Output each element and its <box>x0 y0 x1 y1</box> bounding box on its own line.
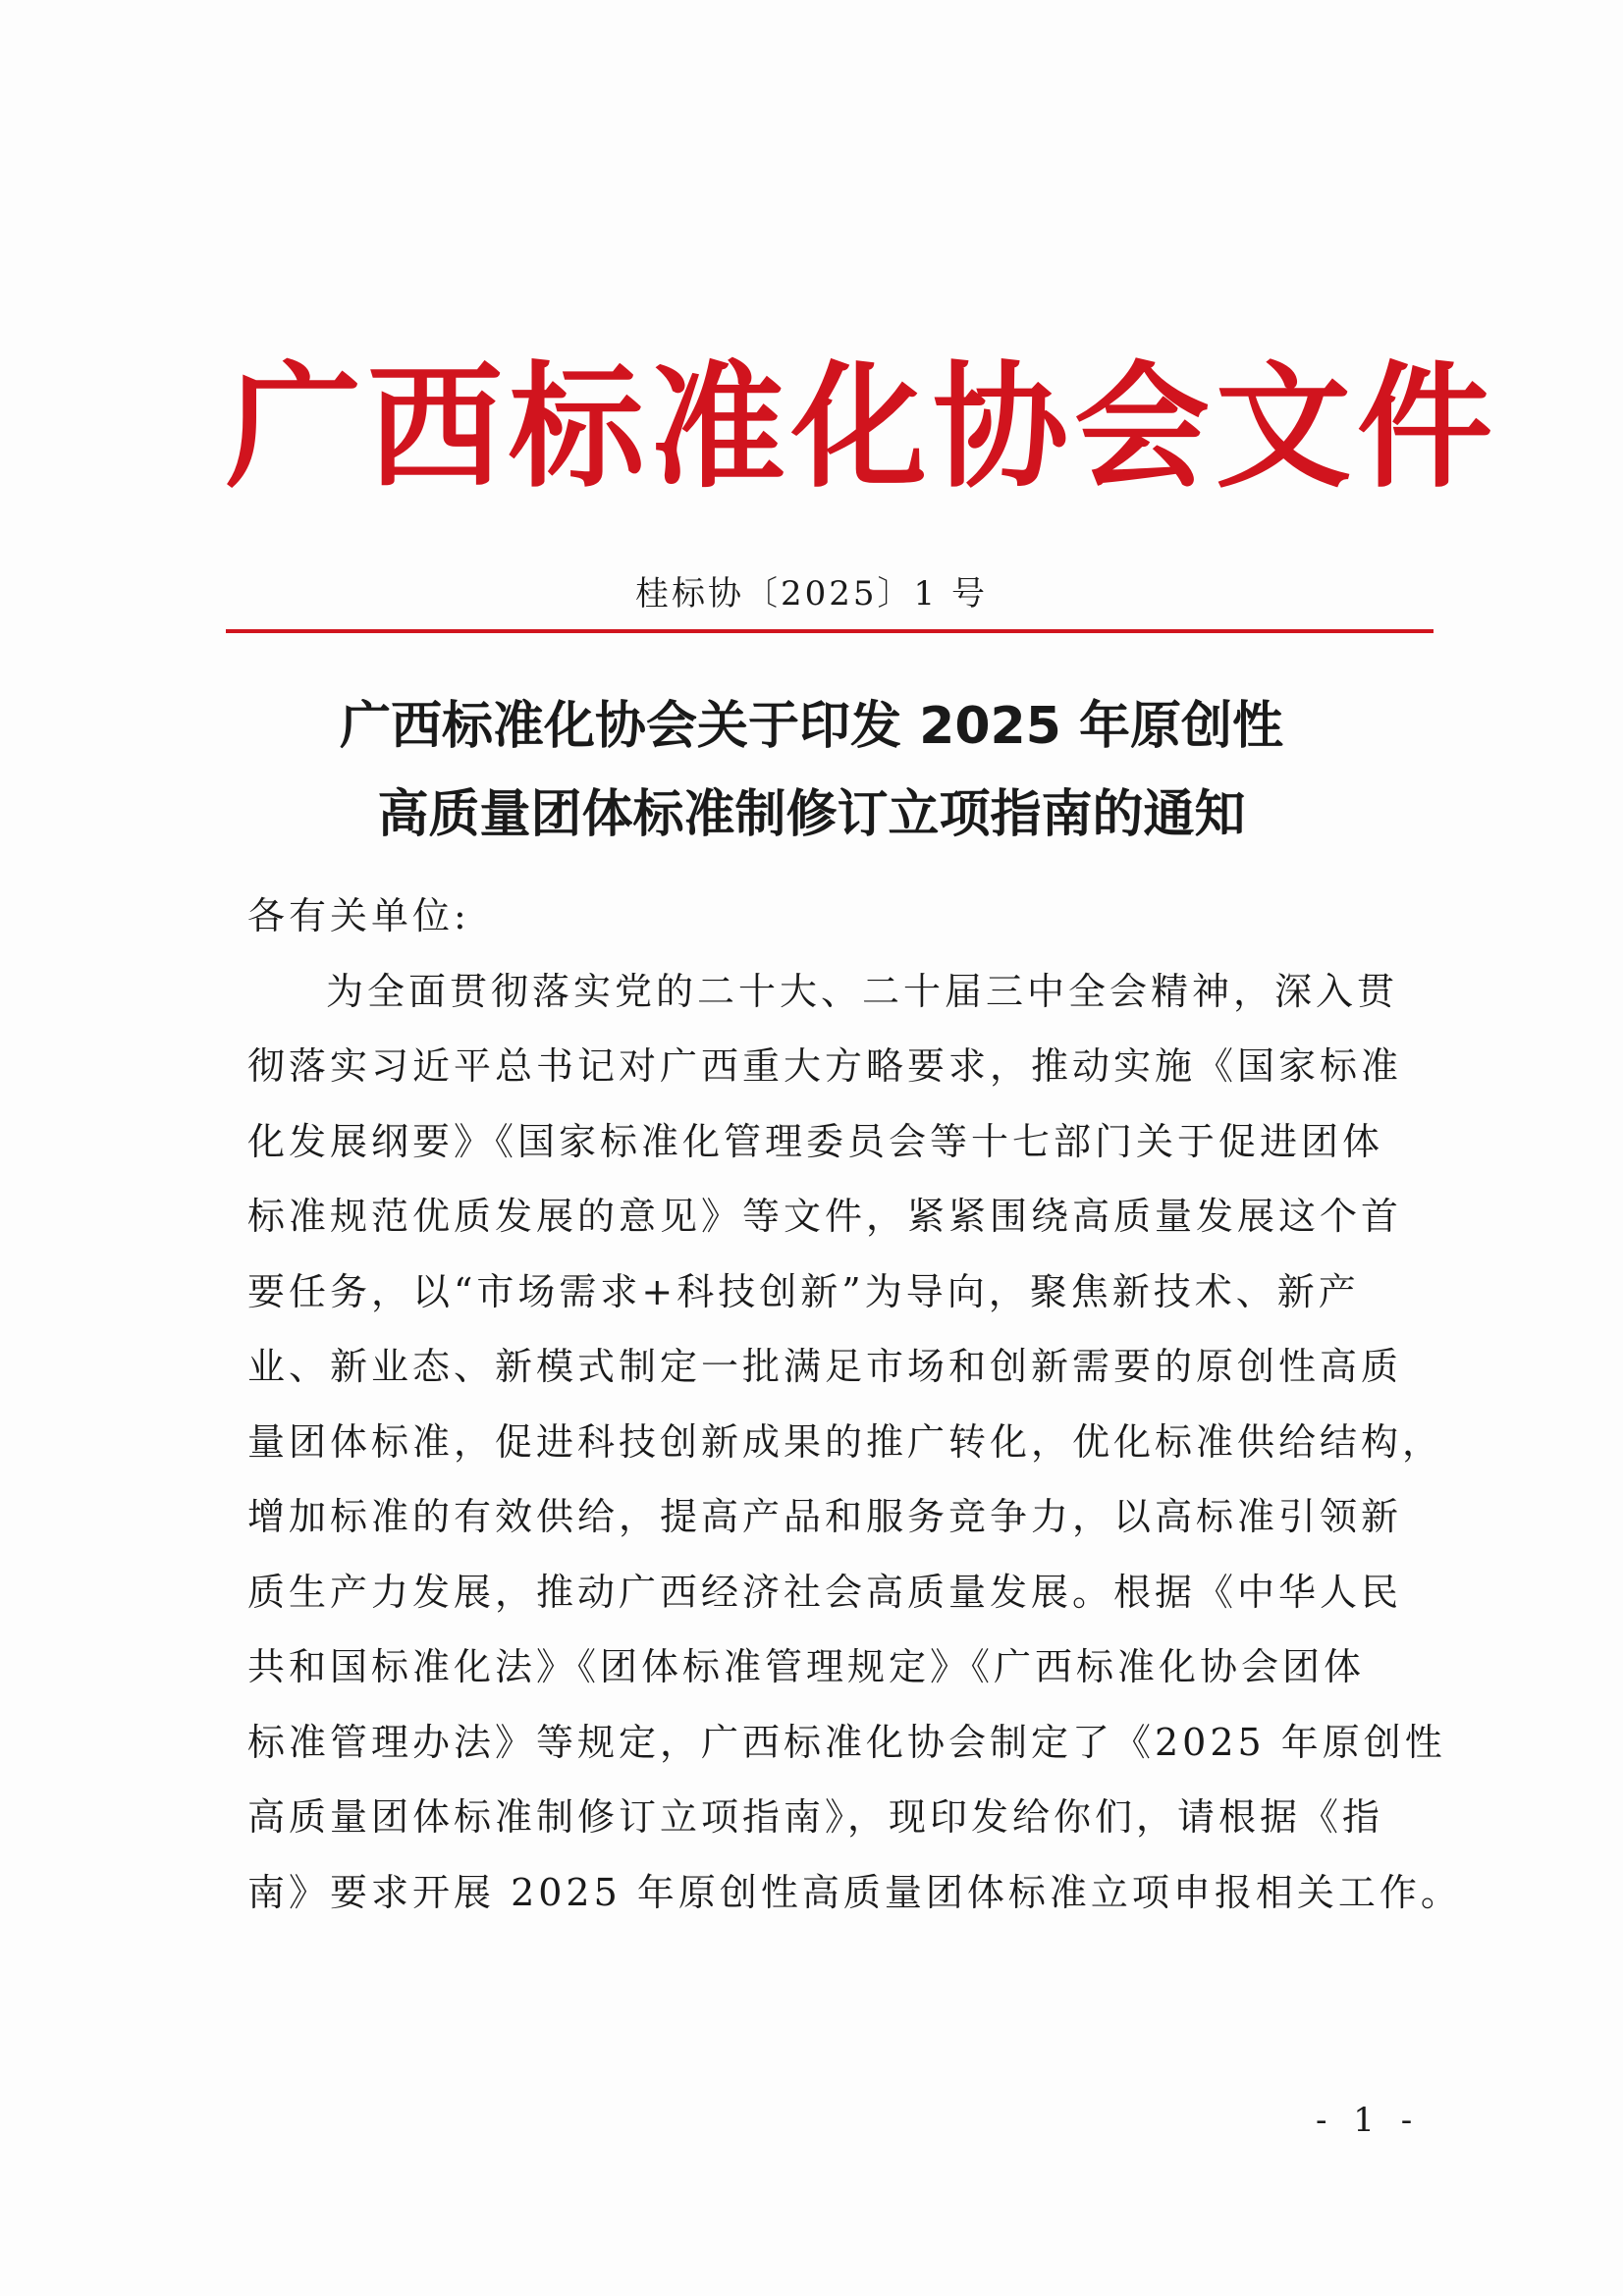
document-masthead: 广西标准化协会文件 <box>226 347 1499 507</box>
body-line: 共和国标准化法》《团体标准管理规定》《广西标准化协会团体 <box>247 1645 1366 1688</box>
body-line: 质生产力发展，推动广西经济社会高质量发展。根据《中华人民 <box>247 1570 1403 1614</box>
body-line: 标准规范优质发展的意见》等文件，紧紧围绕高质量发展这个首 <box>247 1195 1403 1238</box>
title-line-2: 高质量团体标准制修订立项指南的通知 <box>377 785 1246 844</box>
body-line: 南》要求开展 2025 年原创性高质量团体标准立项申报相关工作。 <box>247 1870 1462 1914</box>
body-line: 高质量团体标准制修订立项指南》，现印发给你们，请根据《指 <box>247 1795 1384 1839</box>
title-line-1: 广西标准化协会关于印发 2025 年原创性 <box>340 697 1283 756</box>
body-line: 化发展纲要》《国家标准化管理委员会等十七部门关于促进团体 <box>247 1119 1384 1163</box>
salutation: 各有关单位: <box>247 894 470 937</box>
document-body <box>247 879 1462 1930</box>
red-divider-line <box>226 629 1434 633</box>
body-line: 增加标准的有效供给，提高产品和服务竞争力，以高标准引领新 <box>247 1495 1403 1538</box>
document-title <box>196 682 1427 859</box>
body-line: 业、新业态、新模式制定一批满足市场和创新需要的原创性高质 <box>247 1345 1403 1388</box>
document-number: 桂标协〔2025〕1 号 <box>635 574 988 614</box>
body-line: 为全面贯彻落实党的二十大、二十届三中全会精神，深入贯 <box>326 969 1399 1013</box>
body-line: 彻落实习近平总书记对广西重大方略要求，推动实施《国家标准 <box>247 1044 1403 1088</box>
body-line: 要任务，以“市场需求+科技创新”为导向，聚焦新技术、新产 <box>247 1269 1360 1313</box>
body-line: 标准管理办法》等规定，广西标准化协会制定了《2025 年原创性 <box>247 1720 1446 1764</box>
page-number: - 1 - <box>1316 2101 1421 2140</box>
body-line: 量团体标准，促进科技创新成果的推广转化，优化标准供给结构， <box>247 1419 1444 1464</box>
